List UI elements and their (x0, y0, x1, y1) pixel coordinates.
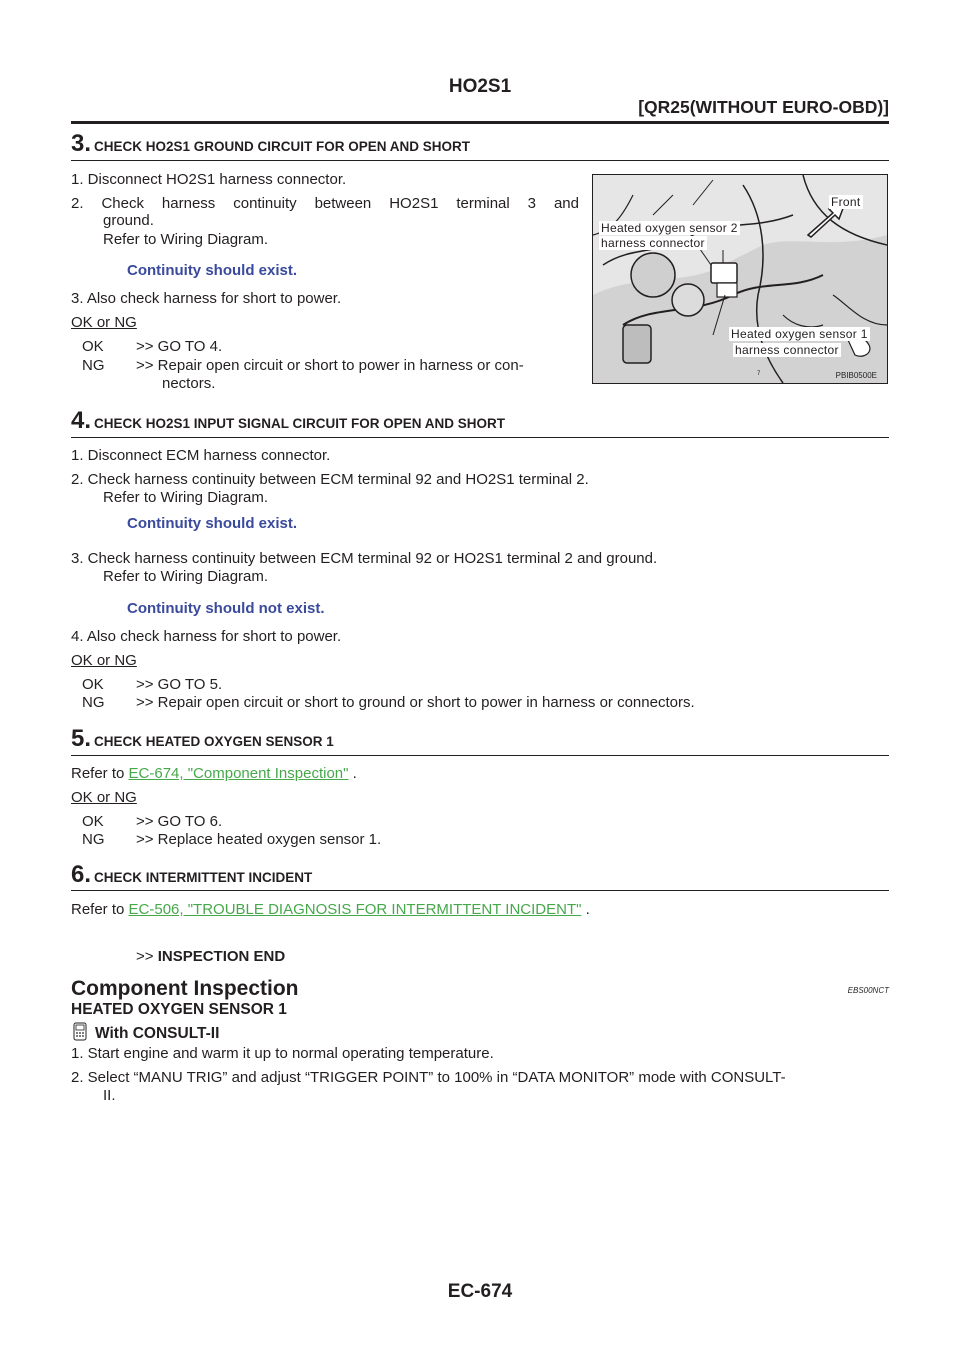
ng-label: NG (82, 831, 105, 848)
step-title: CHECK INTERMITTENT INCIDENT (94, 870, 313, 885)
figure-code: PBIB0500E (835, 371, 877, 380)
instruction: 1. Start engine and warm it up to normal operating temperature. (71, 1045, 494, 1062)
ng-label: NG (82, 694, 105, 711)
ok-action: >> GO TO 5. (136, 676, 223, 693)
instruction: ground. (103, 212, 154, 229)
step-title: CHECK HEATED OXYGEN SENSOR 1 (94, 734, 334, 749)
step-rule (71, 890, 889, 891)
ok-or-ng-label: OK or NG (71, 789, 137, 806)
step-6-heading (71, 861, 312, 889)
step-rule (71, 160, 889, 161)
consult-label: With CONSULT-II (95, 1025, 220, 1042)
ok-or-ng-label: OK or NG (71, 314, 137, 331)
step-title: CHECK HO2S1 GROUND CIRCUIT FOR OPEN AND SHORT (94, 139, 471, 154)
end-line (136, 948, 285, 965)
section-title: Component Inspection (71, 977, 299, 1000)
instruction: 3. Also check harness for short to power. (71, 290, 342, 307)
reference-line (71, 765, 357, 782)
ok-label: OK (82, 813, 104, 830)
step-number: 3. (71, 130, 92, 157)
step-3-heading (71, 130, 470, 158)
ok-or-ng-label: OK or NG (71, 652, 137, 669)
instruction: II. (103, 1087, 116, 1104)
section-code: EBS00NCT (847, 986, 889, 995)
svg-text:7: 7 (757, 371, 761, 377)
page-number: EC-674 (447, 1281, 513, 1302)
step-number: 5. (71, 725, 92, 752)
page-title: HO2S1 (448, 76, 512, 97)
step-number: 6. (71, 861, 92, 888)
end-prefix: >> (136, 948, 154, 965)
instruction: 1. Disconnect ECM harness connector. (71, 447, 331, 464)
inspection-end: INSPECTION END (157, 948, 286, 965)
ok-label: OK (82, 338, 104, 355)
reference-line (71, 901, 590, 918)
fig-label-sensor1-connector: harness connector (735, 343, 839, 357)
spec-text: Continuity should exist. (127, 515, 298, 532)
consult-tool-icon (71, 1022, 89, 1042)
ok-action: >> GO TO 6. (136, 813, 223, 830)
refer-text: Refer to (71, 901, 129, 918)
instruction: Refer to Wiring Diagram. (103, 489, 269, 506)
fig-label-sensor1: Heated oxygen sensor 1 (731, 327, 868, 341)
ng-label: NG (82, 357, 105, 374)
ng-action-cont: nectors. (162, 375, 216, 392)
instruction: 4. Also check harness for short to power. (71, 628, 342, 645)
consult-line (71, 1022, 219, 1043)
fig-label-sensor2: Heated oxygen sensor 2 (601, 221, 738, 235)
ng-action: >> Replace heated oxygen sensor 1. (136, 831, 382, 848)
component-inspection-link[interactable]: EC-674, "Component Inspection" (128, 765, 349, 782)
fig-label-sensor2-connector: harness connector (601, 236, 705, 250)
step-5-heading (71, 725, 334, 753)
instruction: Refer to Wiring Diagram. (103, 568, 269, 585)
ok-label: OK (82, 676, 104, 693)
instruction: 2. Select “MANU TRIG” and adjust “TRIGGER POINT” to 100% in “DATA MONITOR” mode with CONSULT- (71, 1069, 786, 1086)
step-number: 4. (71, 407, 92, 434)
intermittent-incident-link[interactable]: EC-506, "TROUBLE DIAGNOSIS FOR INTERMITTENT INCIDENT" (128, 901, 582, 918)
fig-label-front: Front (831, 195, 861, 209)
refer-text: Refer to (71, 765, 129, 782)
ng-action: >> Repair open circuit or short to power in harness or con- (136, 357, 524, 374)
instruction: 2. Check harness continuity between ECM terminal 92 and HO2S1 terminal 2. (71, 471, 589, 488)
ok-action: >> GO TO 4. (136, 338, 223, 355)
instruction: 3. Check harness continuity between ECM terminal 92 or HO2S1 terminal 2 and ground. (71, 550, 658, 567)
engine-bay-illustration (592, 174, 888, 384)
step-4-heading (71, 407, 505, 435)
step-rule (71, 437, 889, 438)
spec-text: Continuity should exist. (127, 262, 298, 279)
instruction: 2. Check harness continuity between HO2S1 terminal 3 and (71, 195, 579, 212)
header-rule (71, 121, 889, 124)
page-subtitle: [QR25(WITHOUT EURO-OBD)] (638, 97, 889, 117)
instruction: 1. Disconnect HO2S1 harness connector. (71, 171, 347, 188)
ng-action: >> Repair open circuit or short to ground or short to power in harness or connectors. (136, 694, 695, 711)
step-title: CHECK HO2S1 INPUT SIGNAL CIRCUIT FOR OPEN AND SHORT (94, 416, 506, 431)
instruction: Refer to Wiring Diagram. (103, 231, 269, 248)
step-rule (71, 755, 889, 756)
section-subtitle: HEATED OXYGEN SENSOR 1 (71, 1001, 287, 1018)
spec-text: Continuity should not exist. (127, 600, 325, 617)
refer-end: . (348, 765, 357, 782)
refer-end: . (581, 901, 590, 918)
